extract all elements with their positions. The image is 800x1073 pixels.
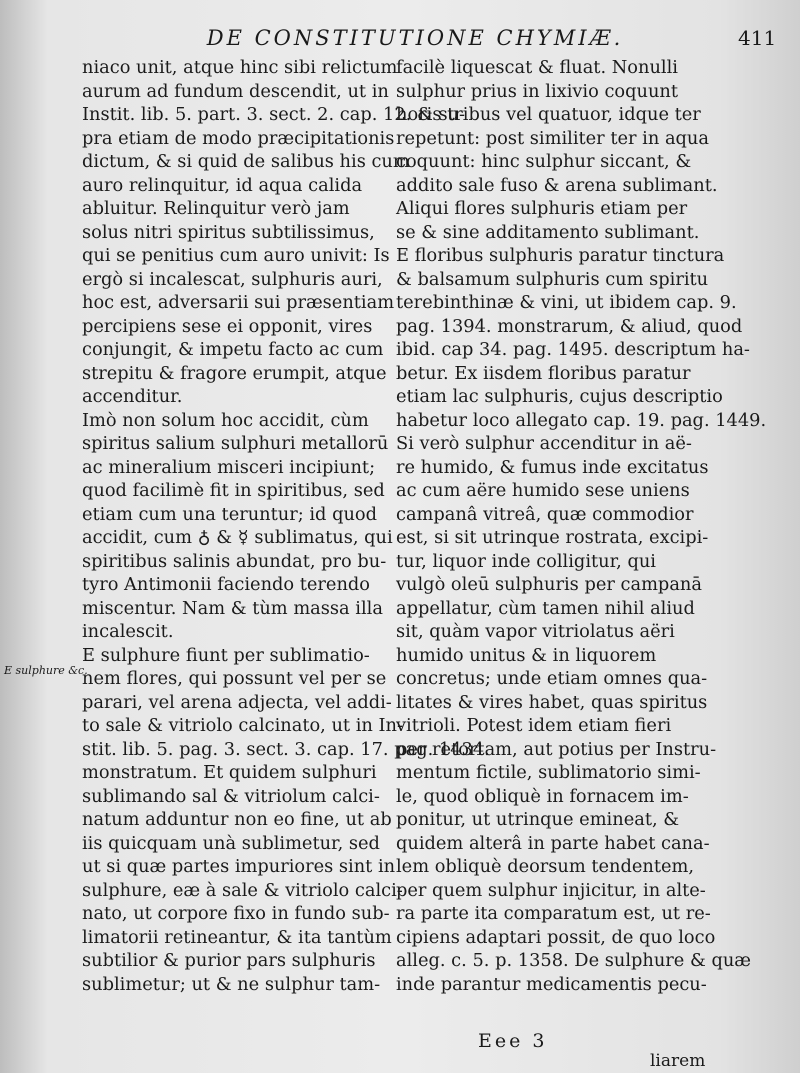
text-line: ac mineralium misceri incipiunt; xyxy=(82,456,376,478)
text-line: ra parte ita comparatum est, ut re- xyxy=(396,903,711,924)
text-line: abluitur. Relinquitur verò jam xyxy=(82,198,350,219)
text-line: niaco unit, atque hinc sibi relictum xyxy=(82,57,398,78)
text-line: alleg. c. 5. p. 1358. De sulphure & quæ xyxy=(396,950,751,971)
text-line: humido unitus & in liquorem xyxy=(396,644,657,666)
text-line: ut si quæ partes impuriores sint in xyxy=(82,856,396,877)
text-line: se & sine additamento sublimant. xyxy=(396,221,700,243)
page-number: 411 xyxy=(738,26,777,50)
text-line: miscentur. Nam & tùm massa illa xyxy=(82,597,383,619)
text-line: etiam lac sulphuris, cujus descriptio xyxy=(396,386,723,407)
text-line: nato, ut corpore fixo in fundo sub- xyxy=(82,903,390,924)
text-line: hoc est, adversarii sui præsentiam xyxy=(82,292,395,313)
text-line: sulphure, eæ à sale & vitriolo calci- xyxy=(82,879,403,901)
text-line: tur, liquor inde colligitur, qui xyxy=(396,550,656,572)
text-line: per retortam, aut potius per Instru- xyxy=(396,738,717,760)
text-line: E floribus sulphuris paratur tinctura xyxy=(396,245,725,266)
text-line: ponitur, ut utrinque emineat, & xyxy=(396,809,680,830)
text-line: accidit, cum ♁ & ☿ sublimatus, qui xyxy=(82,527,393,548)
text-line: spiritibus salinis abundat, pro bu- xyxy=(82,550,387,572)
text-line: Imò non solum hoc accidit, cùm xyxy=(82,409,369,431)
text-line: lem obliquè deorsum tendentem, xyxy=(396,856,695,877)
text-line: Instit. lib. 5. part. 3. sect. 2. cap. 12. & su- xyxy=(82,104,466,125)
right-text-column xyxy=(396,56,767,996)
text-line: inde parantur medicamentis pecu- xyxy=(396,973,707,995)
text-line: nem flores, qui possunt vel per se xyxy=(82,668,387,689)
text-line: ergò si incalescat, sulphuris auri, xyxy=(82,268,383,290)
text-line: quidem alterâ in parte habet cana- xyxy=(396,832,710,854)
text-line: campanâ vitreâ, quæ commodior xyxy=(396,503,694,525)
text-line: stit. lib. 5. pag. 3. sect. 3. cap. 17. pag. 1434. xyxy=(82,738,490,760)
text-line: sublimetur; ut & ne sulphur tam- xyxy=(82,973,381,995)
text-line: est, si sit utrinque rostrata, excipi- xyxy=(396,527,709,548)
text-line: per quem sulphur injicitur, in alte- xyxy=(396,879,706,901)
text-line: pag. 1394. monstrarum, & aliud, quod xyxy=(396,315,743,337)
text-line: strepitu & fragore erumpit, atque xyxy=(82,362,387,384)
text-line: percipiens sese ei opponit, vires xyxy=(82,315,373,337)
text-line: horis tribus vel quatuor, idque ter xyxy=(396,104,701,125)
text-line: appellatur, cùm tamen nihil aliud xyxy=(396,597,695,619)
text-line: terebinthinæ & vini, ut ibidem cap. 9. xyxy=(396,292,737,313)
text-line: etiam cum una teruntur; id quod xyxy=(82,503,378,525)
text-line: Si verò sulphur accenditur in aë- xyxy=(396,433,692,454)
catchword: liarem xyxy=(650,1051,706,1071)
text-line: betur. Ex iisdem floribus paratur xyxy=(396,362,691,384)
text-line: spiritus salium sulphuri metallorū xyxy=(82,433,389,454)
text-line: & balsamum sulphuris cum spiritu xyxy=(396,268,709,290)
text-line: litates & vires habet, quas spiritus xyxy=(396,691,708,713)
text-line: vitrioli. Potest idem etiam fieri xyxy=(396,715,672,736)
running-head-title: DE CONSTITUTIONE CHYMIÆ. xyxy=(206,26,624,50)
text-line: auro relinquitur, id aqua calida xyxy=(82,174,363,196)
text-line: le, quod obliquè in fornacem im- xyxy=(396,785,689,807)
text-line: parari, vel arena adjecta, vel addi- xyxy=(82,691,392,713)
text-line: cipiens adaptari possit, de quo loco xyxy=(396,926,716,948)
text-line: monstratum. Et quidem sulphuri xyxy=(82,762,377,783)
text-line: mentum fictile, sublimatorio simi- xyxy=(396,762,701,783)
text-line: sublimando sal & vitriolum calci- xyxy=(82,785,380,807)
margin-note: E sulphure &c. xyxy=(4,664,88,677)
text-line: quod facilimè fit in spiritibus, sed xyxy=(82,480,385,501)
text-line: sit, quàm vapor vitriolatus aëri xyxy=(396,621,675,642)
text-line: sulphur prius in lixivio coquunt xyxy=(396,80,679,102)
left-text-column xyxy=(82,56,490,996)
text-line: habetur loco allegato cap. 19. pag. 1449. xyxy=(396,409,767,431)
signature-mark: Eee 3 xyxy=(478,1030,548,1052)
text-line: repetunt: post similiter ter in aqua xyxy=(396,127,709,149)
text-line: natum adduntur non eo fine, ut ab xyxy=(82,809,392,830)
text-line: vulgò oleū sulphuris per campanā xyxy=(396,574,702,595)
text-line: iis quicquam unà sublimetur, sed xyxy=(82,832,380,854)
text-line: tyro Antimonii faciendo terendo xyxy=(82,574,370,595)
text-line: limatorii retineantur, & ita tantùm xyxy=(82,926,392,948)
text-line: E sulphure fiunt per sublimatio- xyxy=(82,644,370,666)
text-line: Aliqui flores sulphuris etiam per xyxy=(396,198,688,219)
text-line: to sale & vitriolo calcinato, ut in In- xyxy=(82,715,404,736)
text-line: subtilior & purior pars sulphuris xyxy=(82,950,376,971)
text-line: incalescit. xyxy=(82,621,174,642)
text-line: solus nitri spiritus subtilissimus, xyxy=(82,221,375,243)
text-line: concretus; unde etiam omnes qua- xyxy=(396,668,708,689)
text-line: aurum ad fundum descendit, ut in xyxy=(82,80,389,102)
text-line: ibid. cap 34. pag. 1495. descriptum ha- xyxy=(396,339,750,360)
text-line: ac cum aëre humido sese uniens xyxy=(396,480,690,501)
text-line: re humido, & fumus inde excitatus xyxy=(396,456,709,478)
text-line: dictum, & si quid de salibus his cum xyxy=(82,151,410,172)
text-line: coquunt: hinc sulphur siccant, & xyxy=(396,151,692,172)
text-line: addito sale fuso & arena sublimant. xyxy=(396,174,718,196)
text-line: conjungit, & impetu facto ac cum xyxy=(82,339,384,360)
text-line: qui se penitius cum auro univit: Is xyxy=(82,245,390,266)
text-line: pra etiam de modo præcipitationis xyxy=(82,127,395,149)
text-line: facilè liquescat & fluat. Nonulli xyxy=(396,57,678,78)
text-line: accenditur. xyxy=(82,386,183,407)
